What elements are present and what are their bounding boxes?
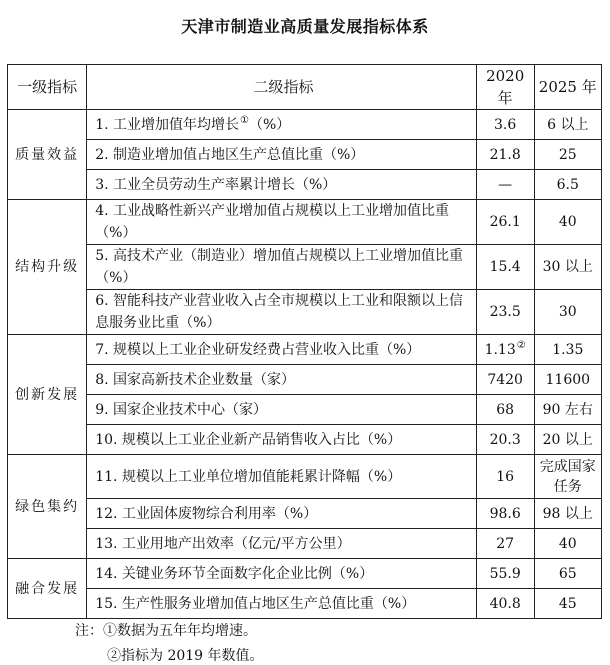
value-2025: 11600 xyxy=(534,365,601,395)
table-title: 天津市制造业高质量发展指标体系 xyxy=(181,17,429,36)
value-2020: 21.8 xyxy=(476,140,534,170)
indicator-text: 1. 工业增加值年均增长 xyxy=(95,116,239,133)
table-row xyxy=(8,395,602,425)
group-cell: 结构升级 xyxy=(8,200,87,335)
group-cell: 创新发展 xyxy=(8,335,87,455)
value-2020: 20.3 xyxy=(476,425,534,455)
table-row xyxy=(8,170,602,200)
indicator-cell: 8. 国家高新技术企业数量（家） xyxy=(87,365,477,395)
value-2025: 20 以上 xyxy=(534,425,601,455)
indicator-cell: 9. 国家企业技术中心（家） xyxy=(87,395,477,425)
value-2025: 45 xyxy=(534,589,601,619)
value-2025: 1.35 xyxy=(534,335,601,365)
value-2020: 26.1 xyxy=(476,200,534,245)
indicator-cell: 13. 工业用地产出效率（亿元/平方公里） xyxy=(87,529,477,559)
table-row xyxy=(8,140,602,170)
footnote-mark: ① xyxy=(240,114,249,126)
value-2025: 30 以上 xyxy=(534,245,601,290)
value-2020: 40.8 xyxy=(476,589,534,619)
table-row xyxy=(8,455,602,499)
table-row xyxy=(8,365,602,395)
indicator-cell xyxy=(87,110,477,140)
value-2020: 16 xyxy=(476,455,534,499)
note-item: ②指标为 2019 年数值。 xyxy=(107,648,264,664)
header-level2: 二级指标 xyxy=(87,65,477,110)
header-2025: 2025 年 xyxy=(534,65,601,110)
indicator-cell: 10. 规模以上工业企业新产品销售收入占比（%） xyxy=(87,425,477,455)
value-2025: 40 xyxy=(534,200,601,245)
table-row xyxy=(8,110,602,140)
value-2020: — xyxy=(476,170,534,200)
table-row xyxy=(8,245,602,290)
indicator-cell: 7. 规模以上工业企业研发经费占营业收入比重（%） xyxy=(87,335,477,365)
note-item: ①数据为五年年均增速。 xyxy=(103,623,257,639)
table-row xyxy=(8,499,602,529)
indicator-cell: 3. 工业全员劳动生产率累计增长（%） xyxy=(87,170,477,200)
group-cell: 质量效益 xyxy=(8,110,87,200)
indicator-cell: 15. 生产性服务业增加值占地区生产总值比重（%） xyxy=(87,589,477,619)
header-2020: 2020 年 xyxy=(476,65,534,110)
indicator-cell: 11. 规模以上工业单位增加值能耗累计降幅（%） xyxy=(87,455,477,499)
value-2020: 15.4 xyxy=(476,245,534,290)
value-2025: 6 以上 xyxy=(534,110,601,140)
value-2020: 7420 xyxy=(476,365,534,395)
value-2020-text: 1.13 xyxy=(484,341,516,358)
group-cell: 融合发展 xyxy=(8,559,87,619)
value-2025: 25 xyxy=(534,140,601,170)
table-row xyxy=(8,335,602,365)
indicator-unit: （%） xyxy=(248,116,291,133)
value-2020: 3.6 xyxy=(476,110,534,140)
header-level1: 一级指标 xyxy=(8,65,87,110)
table-row xyxy=(8,290,602,335)
table-row xyxy=(8,200,602,245)
indicator-table xyxy=(7,64,602,619)
value-2020: 23.5 xyxy=(476,290,534,335)
value-2020: 27 xyxy=(476,529,534,559)
table-row xyxy=(8,425,602,455)
indicator-cell: 6. 智能科技产业营业收入占全市规模以上工业和限额以上信息服务业比重（%） xyxy=(87,290,477,335)
indicator-cell: 4. 工业战略性新兴产业增加值占规模以上工业增加值比重（%） xyxy=(87,200,477,245)
value-2020: 98.6 xyxy=(476,499,534,529)
table-row xyxy=(8,589,602,619)
value-2025: 30 xyxy=(534,290,601,335)
indicator-cell: 2. 制造业增加值占地区生产总值比重（%） xyxy=(87,140,477,170)
value-2025: 90 左右 xyxy=(534,395,601,425)
header-row xyxy=(8,65,602,110)
value-2025: 40 xyxy=(534,529,601,559)
notes-label: 注： xyxy=(75,623,103,639)
notes-block-2 xyxy=(107,645,264,665)
notes-block xyxy=(75,620,257,640)
group-cell: 绿色集约 xyxy=(8,455,87,559)
indicator-cell: 12. 工业固体废物综合利用率（%） xyxy=(87,499,477,529)
indicator-cell: 14. 关键业务环节全面数字化企业比例（%） xyxy=(87,559,477,589)
value-2020: 55.9 xyxy=(476,559,534,589)
table-row xyxy=(8,559,602,589)
value-2025: 完成国家任务 xyxy=(534,455,601,499)
table-row xyxy=(8,529,602,559)
value-2020: 68 xyxy=(476,395,534,425)
indicator-cell: 5. 高技术产业（制造业）增加值占规模以上工业增加值比重（%） xyxy=(87,245,477,290)
value-2025: 98 以上 xyxy=(534,499,601,529)
value-2025: 65 xyxy=(534,559,601,589)
value-2025: 6.5 xyxy=(534,170,601,200)
footnote-mark: ② xyxy=(516,339,526,351)
value-2020 xyxy=(476,335,534,365)
